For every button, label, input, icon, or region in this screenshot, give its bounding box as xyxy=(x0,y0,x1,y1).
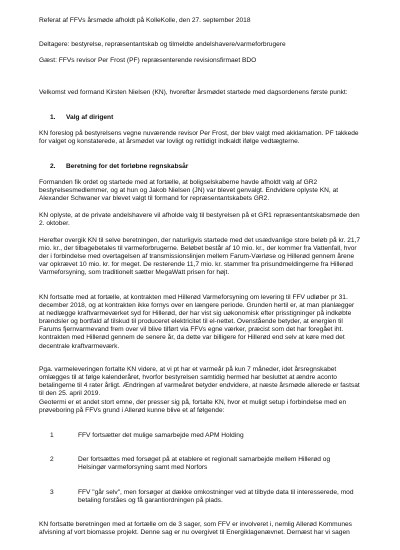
list-item xyxy=(50,432,360,440)
section-2-paragraph-6: Geotermi er et andet stort emne, der presser sig på, fortalte KN, hvor et muligt setup i forbindelse med en prøveboring på FFVs grund i Allerød kunne blive et af følgende: xyxy=(39,399,347,415)
section-1-title: Valg af dirigent xyxy=(66,114,114,121)
list-item xyxy=(50,489,360,505)
section-1-body: KN foreslog på bestyrelsens vegne nuværende revisor Per Frost, der blev valgt med akklamation. PF takkede for valget og konstaterede, at årsmødet var lovligt og rettidigt indkaldt ifølge vedtægterne. xyxy=(39,130,359,146)
guest-line: Gæst: FFVs revisor Per Frost (PF) repræsenterende revisionsfirmaet BDO xyxy=(39,57,257,64)
list-item-number: 2 xyxy=(50,456,54,463)
list-item-number: 3 xyxy=(50,489,54,496)
participants-line: Deltagere: bestyrelse, repræsentantskab og tilmeldte andelshavere/varmeforbrugere xyxy=(39,41,286,48)
list-item-text: FFV fortsætter det mulige samarbejde med APM Holding xyxy=(78,432,244,439)
list-item-number: 1 xyxy=(50,432,54,439)
section-2-closing: KN fortsatte beretningen med at fortælle om de 3 sager, som FFV er involveret i, nemlig Allerød Kommunes afvisning af vort biomasse projekt. Denne sag er nu overgivet til Energiklagenævnet. Dernæst har vi sagen xyxy=(39,521,352,537)
section-2-title: Beretning for det forløbne regnskabsår xyxy=(66,163,189,170)
section-1-number: 1. xyxy=(50,114,56,121)
list-item xyxy=(50,456,360,472)
document-title: Referat af FFVs årsmøde afholdt på KolleKolle, den 27. september 2018 xyxy=(39,17,251,24)
section-2-number: 2. xyxy=(50,163,56,170)
section-2-paragraph-1: Formanden fik ordet og startede med at fortælle, at boligselskaberne havde afholdt valg af GR2 bestyrelsesmedlemmer, og at hun og Jakob Nielsen (JN) var blevet genvalgt. Endvidere oplyste KN, at Alexander Schwaner var blevet valgt til formand for repræsentantskabets GR2. xyxy=(39,179,339,203)
section-2-paragraph-2: KN oplyste, at de private andelshavere vil afholde valg til bestyrelsen på et GR1 repræsentantskabsmøde den 2. oktober. xyxy=(39,212,360,228)
section-1-heading xyxy=(50,114,360,122)
section-2-paragraph-4: KN fortsatte med at fortælle, at kontrakten med Hillerød Varmeforsyning om levering til FFV udløber pr 31. december 2018, og at kontrakten ikke fornys over en længere periode. Grunden hertil er, at man planlægger at nedlægge kraftvarmeværket syd for Hillerød, der har vist sig uøkonomisk efter prisstigninger på indkøbte brændsler og bortfald af tilskud til produceret elektricitet til el-nettet. Ovenstående betyder, at energien til Farums fjernvarmevand frem over vil blive tilført via FFVs egne værker, præcist som det har foregået iht. kontrakten med Hillerød gennem de senere år, da dette var billigere for Hillerød end selv at køre med det decentrale kraftvarmeværk. xyxy=(39,294,355,350)
section-2-heading xyxy=(50,163,360,171)
intro-paragraph: Velkomst ved formand Kirsten Nielsen (KN), hvorefter årsmødet startede med dagsordenens første punkt: xyxy=(39,89,348,96)
list-item-text: FFV "går selv", men forsøger at dække omkostninger ved at tilbyde data til interesserede, mod betaling forståes og få garantiordningen på plads. xyxy=(78,489,354,505)
section-2-paragraph-5: Pga. varmeleveringen fortalte KN videre, at vi pt har et varmeår på kun 7 måneder, idet årsregnskabet omlægges til at følge kalenderåret, hvorfor bestyrelsen samtidig hermed har besluttet at ændre aconto betalingerne til 4 rater årligt. Ændringen af varmeåret betyder endvidere, at næste årsmøde allerede er fastsat til den 25. april 2019. xyxy=(39,366,360,398)
list-item-text: Der fortsættes med forsøget på at etablere et regionalt samarbejde mellem Hillerød og Helsingør varmeforsyning samt med Norfors xyxy=(78,456,331,472)
section-2-paragraph-3: Herefter overgik KN til selve beretningen, der naturligvis startede med det usædvanlige store beløb på kr. 21,7 mio. kr., der tilbagebetales til varmeforbrugerne. Beløbet består af 10 mio. kr., der kommer fra Vattenfall, hvor der i forbindelse med overtagelsen af transmissionslinjen mellem Farum-Værløse og Hillerød gennem årene var opkrævet 10 mio. kr. for meget. De resterende 11,7 mio. kr. stammer fra prisundmeldingerne fra Hillerød Varmeforsyning, som traditionelt sætter MegaWatt prisen for højt. xyxy=(39,237,361,277)
